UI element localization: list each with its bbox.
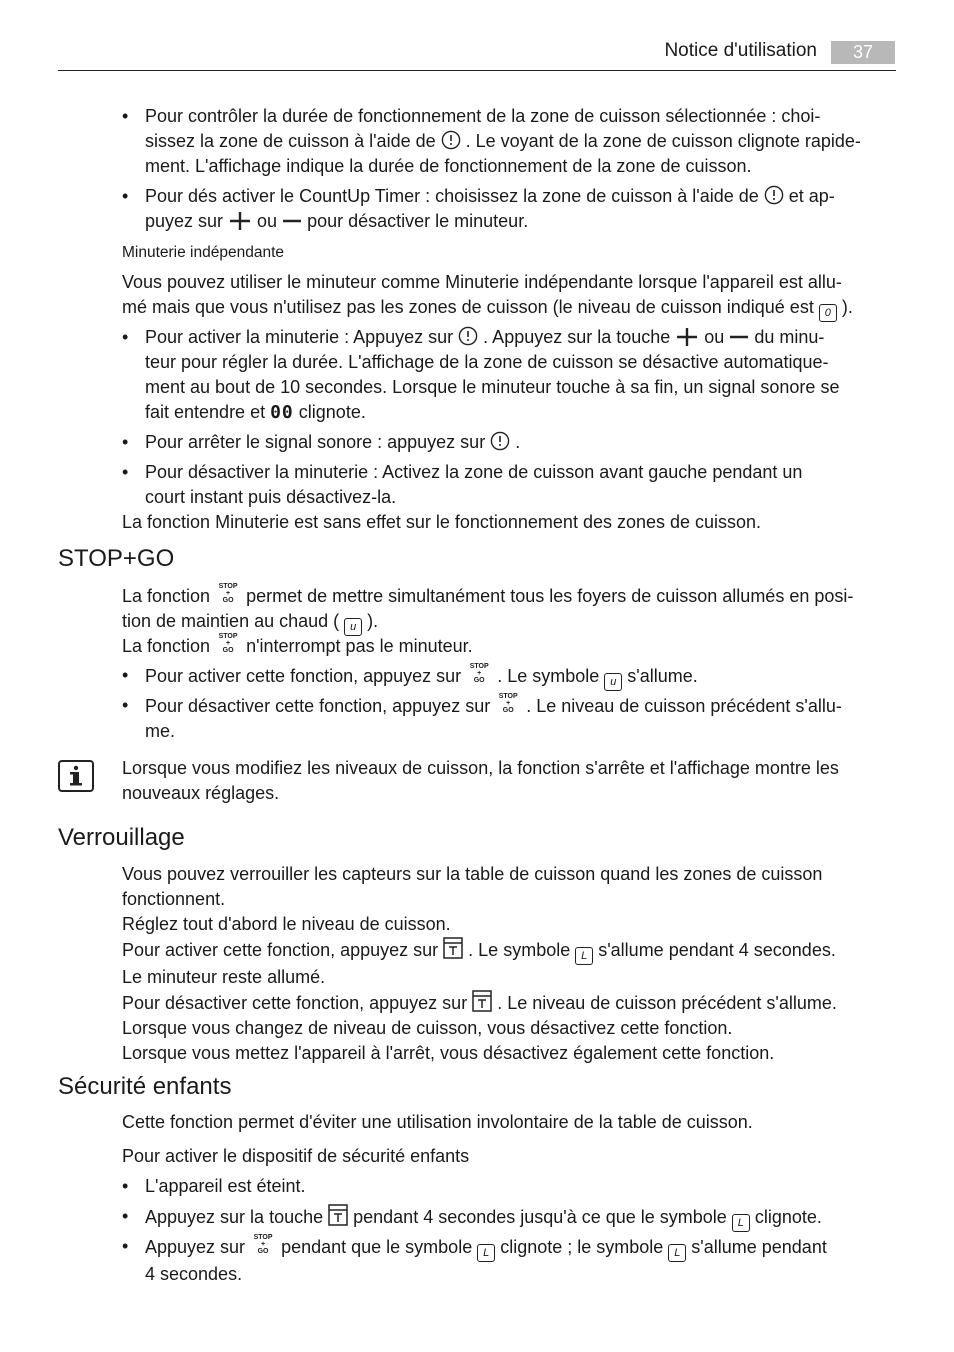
bullet-text: cette fonction, appuyez sur — [270, 696, 496, 716]
bullet-text: et ap- — [783, 186, 835, 206]
minus-icon — [729, 328, 749, 346]
bullet-text: cette fonction, appuyez sur — [241, 666, 467, 686]
icon-text: + — [226, 640, 231, 647]
subsection-title: Pour activer le dispositif de sécurité enfants — [122, 1146, 470, 1166]
text: indépendante lorsque l'appareil est allu- — [519, 272, 842, 292]
bullet-activate-timer — [120, 325, 896, 425]
bullet-text: choisissez la zone de cuisson à l'aide de — [430, 186, 764, 206]
bullet-text: Appuyez sur la touche — [145, 1207, 329, 1227]
bullet-press-lock — [120, 1204, 896, 1232]
bullet-press-stopgo — [120, 1234, 896, 1287]
bullet-lead: Pour arrêter le signal sonore : — [145, 432, 383, 452]
paragraph — [122, 270, 896, 322]
bullet-text: 4 secondes. — [145, 1264, 243, 1284]
text: nouveaux réglages. — [122, 783, 280, 803]
verrouillage-text — [122, 862, 896, 1066]
text: permet de mettre simultanément tous les foyers de cuisson allumés en posi- — [241, 586, 854, 606]
text: La fonction — [122, 586, 216, 606]
bullet-text: du minu- — [749, 327, 825, 347]
bullet-text: appuyez sur — [382, 432, 491, 452]
bullet-text: L'appareil est éteint. — [145, 1176, 306, 1196]
bullet-lead: Pour activer la minuterie : — [145, 327, 350, 347]
lock-key-icon — [443, 937, 463, 959]
timer-icon — [764, 185, 784, 205]
paragraph — [122, 583, 896, 636]
paragraph — [122, 510, 896, 535]
text: s'allume pendant 4 secondes. — [593, 940, 836, 960]
text: n'interrompt pas le minuteur. — [241, 636, 473, 656]
bullet-text: . Le voyant de la zone de cuisson clignote rapide- — [460, 131, 861, 151]
keep-warm-symbol: u — [344, 618, 362, 636]
bullet-text: clignote ; le symbole — [495, 1237, 669, 1257]
bullet-text: Appuyez sur — [349, 327, 459, 347]
text: Lorsque vous changez de niveau de cuisson, vous désactivez cette fonction. — [122, 1018, 733, 1038]
section-heading-stopgo: STOP+GO — [58, 545, 175, 572]
icon-text: STOP — [469, 663, 489, 670]
icon-text: GO — [502, 707, 514, 714]
icon-text: STOP — [218, 633, 238, 640]
zero-symbol: 0 — [819, 304, 837, 322]
text-emph: quand les zones de cuisson — [600, 864, 823, 884]
section-heading-verrouillage: Verrouillage — [58, 824, 185, 851]
text: . Le niveau de cuisson précédent s'allume. — [492, 993, 837, 1013]
timer-icon — [441, 130, 461, 150]
icon-text: + — [506, 700, 511, 707]
subsection-title: Minuterie indépendante — [122, 244, 285, 261]
header-title: Notice d'utilisation — [664, 40, 817, 61]
text-emph: Minuterie — [215, 512, 290, 532]
bullet-text: pendant que le symbole — [276, 1237, 478, 1257]
bullet-text: choi- — [776, 106, 821, 126]
icon-text: GO — [222, 597, 234, 604]
bullet-text: s'allume. — [622, 666, 698, 686]
text: mé mais que vous n'utilisez pas les zones de cuisson (le niveau de cuisson indiqué est — [122, 297, 819, 317]
text: Pour désactiver cette fonction, appuyez sur — [122, 993, 473, 1013]
lock-key-icon — [328, 1204, 348, 1226]
bullet-lead: Pour désactiver la minuterie : — [145, 462, 379, 482]
icon-text: + — [261, 1241, 266, 1248]
bullet-text: sissez la zone de cuisson à l'aide de — [145, 131, 441, 151]
bullet-lead: Pour dés activer le CountUp Timer : — [145, 186, 431, 206]
icon-text: STOP — [253, 1234, 273, 1241]
bullet-text: ment. L'affichage indique la durée de fonctionnement de la zone de cuisson. — [145, 156, 752, 176]
section-heading-securite: Sécurité enfants — [58, 1073, 232, 1100]
bullet-text: . — [510, 432, 521, 452]
bullet-text: court instant puis désactivez-la. — [145, 487, 397, 507]
bullet-lead: Pour désactiver — [145, 696, 271, 716]
header-rule — [58, 70, 896, 71]
text: La fonction — [122, 512, 216, 532]
paragraph — [122, 633, 896, 659]
bullet-text: clignote. — [749, 1207, 822, 1227]
lock-symbol: L — [477, 1244, 495, 1262]
stop-go-icon — [215, 583, 241, 604]
bullet-text: clignote. — [293, 402, 366, 422]
text: ). — [836, 297, 853, 317]
icon-text: + — [226, 590, 231, 597]
text: . Le symbole — [463, 940, 576, 960]
text: Réglez tout d'abord le niveau de cuisson. — [122, 914, 451, 934]
bullet-lead: Pour contrôler la durée de fonctionnement de la zone de cuisson sélectionnée : — [145, 106, 777, 126]
bullet-text: pour désactiver le minuteur. — [302, 211, 529, 231]
icon-text: STOP — [218, 583, 238, 590]
bullet-countup-deactivate — [120, 184, 896, 234]
info-icon — [58, 760, 94, 792]
text: La fonction — [122, 636, 216, 656]
page-number: 37 — [831, 41, 895, 64]
text: Le minuteur reste allumé. — [122, 967, 326, 987]
text-emph: Minuterie — [445, 272, 520, 292]
bullet-stopgo-deactivate — [120, 693, 896, 744]
lock-symbol: L — [575, 947, 593, 965]
text: ). — [362, 611, 379, 631]
icon-text: STOP — [498, 693, 518, 700]
bullet-text: . Le symbole — [492, 666, 605, 686]
bullet-text: puyez sur — [145, 211, 229, 231]
text: Pour activer cette fonction, appuyez sur — [122, 940, 444, 960]
stop-go-icon — [250, 1234, 276, 1255]
stop-go-icon — [215, 633, 241, 654]
display-digits: 00 — [270, 402, 294, 423]
timer-icon — [490, 431, 510, 451]
stop-go-icon — [466, 663, 492, 684]
bullet-text: teur pour régler la durée. L'affichage de la zone de cuisson se désactive automatique- — [145, 352, 829, 372]
text: Lorsque vous mettez l'appareil à l'arrêt, vous désactivez également cette fonction. — [122, 1043, 775, 1063]
bullet-text: fait entendre et — [145, 402, 271, 422]
bullet-text: . Appuyez sur la touche — [478, 327, 676, 347]
lock-symbol: L — [732, 1214, 750, 1232]
icon-text: + — [477, 670, 482, 677]
text: Lorsque vous modifiez les niveaux de cuisson, la fonction s'arrête et l'affichage montre les — [122, 758, 839, 778]
bullet-text: pendant 4 secondes jusqu'à ce que le symbole — [348, 1207, 732, 1227]
bullet-appliance-off — [120, 1174, 896, 1199]
bullet-text: ment au bout de 10 secondes. Lorsque le minuteur touche à sa fin, un signal sonore se — [145, 377, 840, 397]
bullet-text: . Le niveau de cuisson précédent s'allu- — [521, 696, 842, 716]
bullet-stop-signal — [120, 430, 896, 455]
icon-text: GO — [257, 1248, 269, 1255]
timer-icon — [458, 326, 478, 346]
text: Vous pouvez utiliser le minuteur comme — [122, 272, 446, 292]
bullet-deactivate-timer — [120, 460, 896, 510]
icon-text: GO — [473, 677, 485, 684]
bullet-text: s'allume pendant — [686, 1237, 827, 1257]
bullet-lead: Pour activer — [145, 666, 242, 686]
stop-go-icon — [495, 693, 521, 714]
bullet-text: ou — [252, 211, 283, 231]
bullet-stopgo-activate — [120, 663, 896, 691]
keep-warm-symbol: u — [604, 673, 622, 691]
plus-icon — [675, 328, 699, 346]
info-note — [122, 756, 896, 806]
text: est sans effet sur le fonctionnement des zones de cuisson. — [289, 512, 762, 532]
bullet-countup-control — [120, 104, 896, 179]
lock-symbol: L — [668, 1244, 686, 1262]
bullet-text: Appuyez sur — [145, 1237, 251, 1257]
paragraph: Cette fonction permet d'éviter une utilisation involontaire de la table de cuisson. — [122, 1112, 753, 1132]
icon-text: GO — [222, 647, 234, 654]
text: tion de maintien au chaud ( — [122, 611, 345, 631]
text: Vous pouvez verrouiller les capteurs sur la table de cuisson — [122, 864, 601, 884]
bullet-text: Activez la zone de cuisson avant gauche pendant un — [378, 462, 803, 482]
bullet-text: me. — [145, 721, 176, 741]
lock-key-icon — [472, 990, 492, 1012]
text-emph: fonctionnent. — [122, 889, 226, 909]
bullet-text: ou — [699, 327, 730, 347]
minus-icon — [282, 212, 302, 230]
plus-icon — [228, 212, 252, 230]
